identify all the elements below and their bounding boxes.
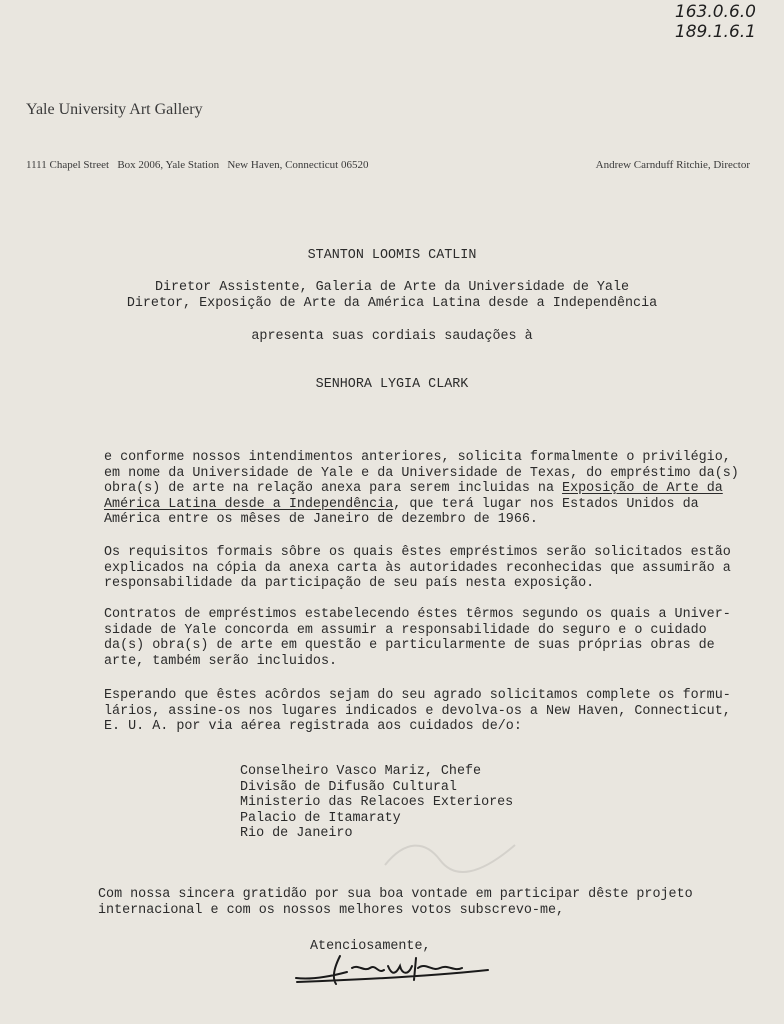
address-line-1: Conselheiro Vasco Mariz, Chefe xyxy=(240,764,482,779)
letterhead-gallery-name: Yale University Art Gallery xyxy=(26,101,203,118)
closing-line-2: internacional e com os nossos melhores votos subscrevo-me, xyxy=(98,902,565,918)
recipient-name: SENHORA LYGIA CLARK xyxy=(315,377,469,392)
p2-line-2: explicados na cópia da anexa carta às autoridades reconhecidas que assumirão a xyxy=(104,560,731,576)
paragraph-4 xyxy=(104,688,731,735)
p1-line-1: e conforme nossos intendimentos anteriores, solicita formalmente o privilégio, xyxy=(104,450,731,465)
p1-line-2: em nome da Universidade de Yale e da Universidade de Texas, do empréstimo da(s) xyxy=(104,465,739,481)
p4-line-3: E. U. A. por via aérea registrada aos cuidados de/o: xyxy=(104,719,522,734)
p1-line-4-text: , que terá lugar nos Estados Unidos da xyxy=(393,496,699,512)
archive-mark-1: 163.0.6.0 xyxy=(674,2,756,22)
sender-title-2: Diretor, Exposição de Arte da América Latina desde a Independência xyxy=(126,296,658,311)
p3-line-4: arte, também serão incluidos. xyxy=(104,653,338,669)
p3-line-1: Contratos de empréstimos estabelecendo éstes têrmos segundo os quais a Univer- xyxy=(104,607,731,622)
p2-line-3: responsabilidade da participação de seu país nesta exposição. xyxy=(104,576,595,591)
exhibition-title-part-2: América Latina desde a Independência xyxy=(104,496,394,512)
p1-line-5: América entre os mêses de Janeiro de dezembro de 1966. xyxy=(104,512,538,527)
letterhead-address: 1111 Chapel Street Box 2006, Yale Station New Haven, Connecticut 06520 xyxy=(26,159,369,171)
p1-line-4 xyxy=(104,497,716,513)
paragraph-1 xyxy=(104,450,739,528)
address-line-4: Palacio de Itamaraty xyxy=(240,810,401,826)
p4-line-1: Esperando que êstes acôrdos sejam do seu agrado solicitamos complete os formu- xyxy=(104,688,731,703)
archive-mark-2: 189.1.6.1 xyxy=(674,22,756,42)
p1-line-3-text: obra(s) de arte na relação anexa para serem incluidas na xyxy=(104,481,563,496)
p2-line-1: Os requisitos formais sôbre os quais êstes empréstimos serão solicitados estão xyxy=(104,545,731,560)
paragraph-3 xyxy=(104,607,731,669)
closing-line-1: Com nossa sincera gratidão por sua boa vontade em participar dêste projeto xyxy=(98,887,693,902)
p3-line-3: da(s) obra(s) de arte em questão e particularmente de suas próprias obras de xyxy=(104,638,715,653)
closing-paragraph xyxy=(98,887,693,918)
handwritten-signature xyxy=(292,950,492,990)
paragraph-2 xyxy=(104,545,731,592)
address-line-2: Divisão de Difusão Cultural xyxy=(240,779,457,795)
signoff: Atenciosamente, xyxy=(310,939,431,954)
p1-line-3 xyxy=(104,481,723,497)
archive-marks xyxy=(675,2,756,42)
letterhead-director: Andrew Carnduff Ritchie, Director xyxy=(595,159,750,171)
sender-title-1: Diretor Assistente, Galeria de Arte da Universidade de Yale xyxy=(154,280,630,295)
address-line-5: Rio de Janeiro xyxy=(240,826,353,841)
p4-line-2: lários, assine-os nos lugares indicados e devolva-os a New Haven, Connecticut, xyxy=(104,703,731,719)
address-line-3: Ministerio das Relacoes Exteriores xyxy=(240,795,514,810)
greeting: apresenta suas cordiais saudações à xyxy=(251,329,533,344)
p3-line-2: sidade de Yale concorda em assumir a responsabilidade do seguro e o cuidado xyxy=(104,622,707,638)
sender-name: STANTON LOOMIS CATLIN xyxy=(307,248,477,263)
faint-stamp-mark xyxy=(380,830,520,880)
exhibition-title-part-1: Exposição de Arte da xyxy=(562,481,723,496)
